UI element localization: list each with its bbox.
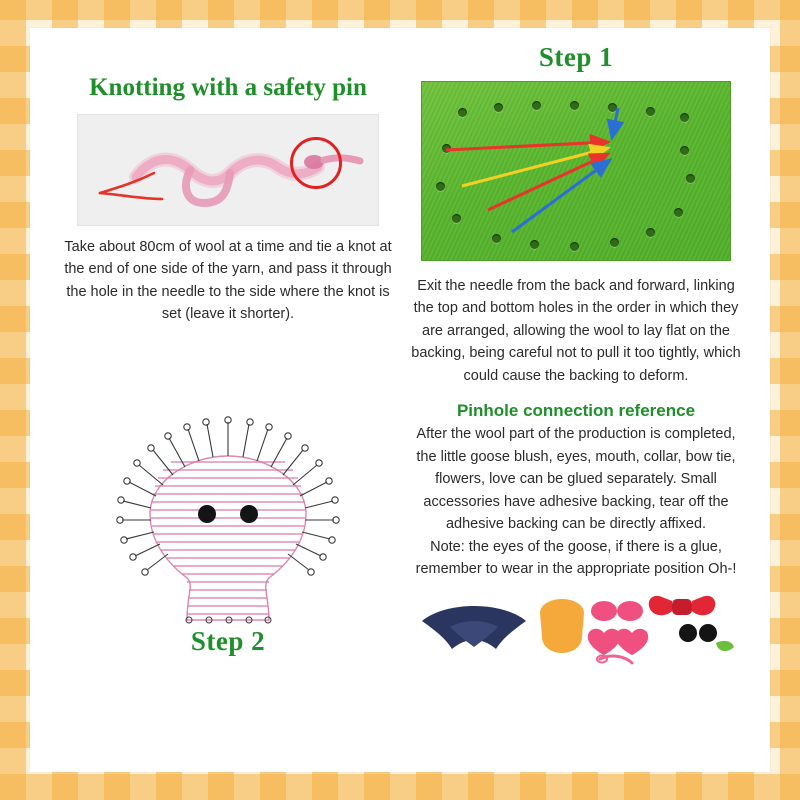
step-1-label: Step 1 (538, 42, 614, 72)
blue-arrow-2 (612, 108, 618, 138)
right-column (408, 42, 744, 667)
green-leaf (716, 641, 734, 651)
left-column (58, 74, 398, 657)
red-arrow (446, 142, 608, 150)
left-caption: Take about 80cm of wool at a time and tie a knot at the end of one side of the yarn, and pass it through the hole in the needle to the side where the knot is set (leave it shorter). (64, 239, 392, 323)
green-felt-board-photo (421, 81, 731, 261)
goose-right-eye (240, 505, 258, 523)
red-circle-highlight (290, 137, 342, 189)
accessories-svg (416, 587, 736, 667)
reference-note: Note: the eyes of the goose, if there is a glue, remember to wear in the appropriate position Oh-! (415, 538, 737, 578)
goose-diagram-svg (63, 344, 393, 624)
instruction-card (30, 28, 770, 772)
left-section-title: Knotting with a safety pin (89, 74, 367, 101)
arrow-overlay (422, 82, 730, 260)
step-2-label: Step 2 (190, 625, 266, 656)
pink-blush-pair (591, 601, 643, 621)
yarn-knot-photo (77, 114, 379, 226)
step-1-caption: Exit the needle from the back and forward, linking the top and bottom holes in the order in which they are arranged, allowing the wool to lay flat on the backing, being careful not to pull it too tightly, which could cause the backing to deform. (411, 278, 741, 384)
pink-heart-pair (588, 628, 648, 654)
accessories-photo (416, 587, 736, 667)
goose-stitch-diagram (63, 344, 393, 624)
blue-arrow (512, 160, 610, 232)
orange-beak (540, 599, 584, 653)
reference-heading: Pinhole connection reference (456, 401, 696, 421)
reference-text: After the wool part of the production is completed, the little goose blush, eyes, mouth, collar, bow tie, flowers, love can be glued separately. Small accessories have adhesive backing, tear off the adhesive backing can be directly affixed. (416, 426, 736, 533)
navy-collar (422, 606, 526, 649)
goose-left-eye (198, 505, 216, 523)
black-eyes (679, 624, 717, 642)
pink-needle (597, 655, 632, 663)
red-bow-tie (649, 596, 716, 615)
yellow-arrow (462, 148, 608, 186)
